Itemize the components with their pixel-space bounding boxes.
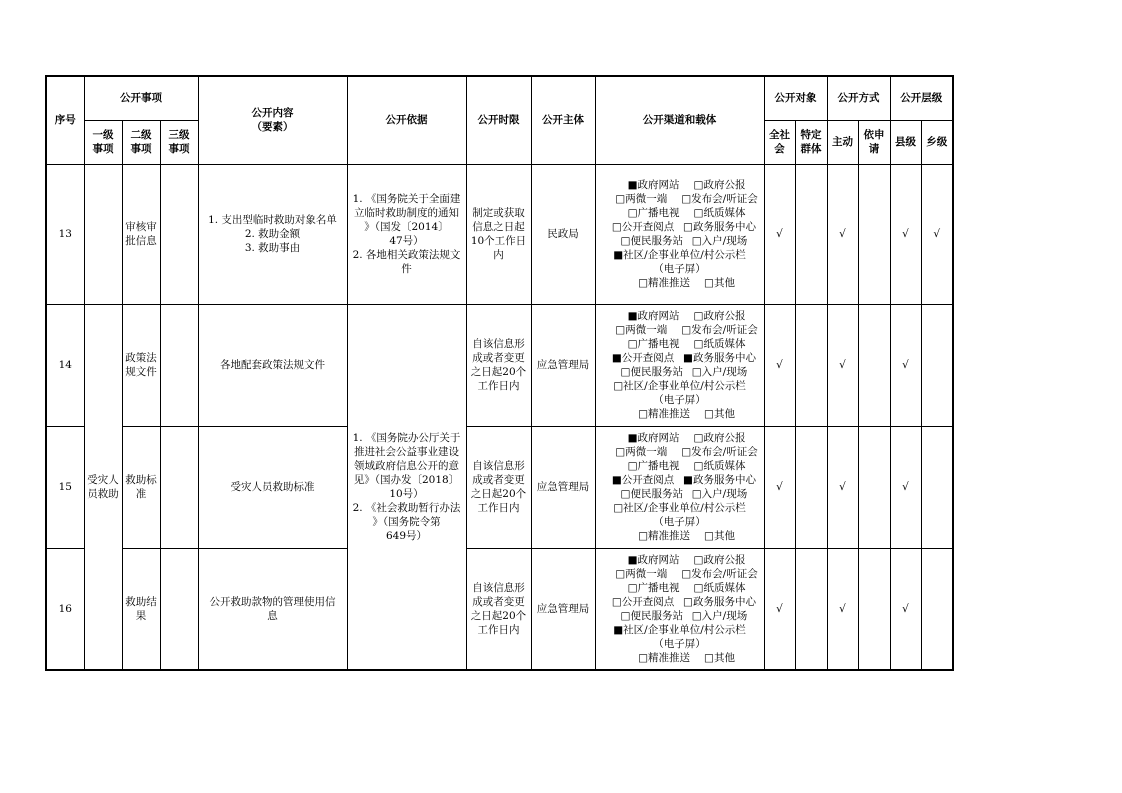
channel-option: ■政府网站 [627,553,680,566]
row-time: 自该信息形 成或者变更 之日起20个 工作日内 [466,548,531,670]
channel-line [596,379,764,393]
channel-option: □入户/现场 [691,488,748,500]
channel-option: □社区/企事业单位/村公示栏 [613,502,746,514]
channel-option: □广播电视 [627,338,680,350]
row-level2: 救助结 果 [122,548,160,670]
channel-line [596,553,764,567]
channel-line [596,234,764,248]
channel-line [596,407,764,421]
row-channels [595,548,764,670]
table-row [46,548,953,670]
channel-option: □两微一端 [615,324,668,336]
row-method-request [858,426,890,548]
row-channels [595,164,764,304]
header-level: 公开层级 [890,76,953,120]
channel-line [596,309,764,323]
channel-line [596,581,764,595]
row-content: 受灾人员救助标准 [198,426,347,548]
channel-option: □两微一端 [615,193,668,205]
channel-line [596,567,764,581]
row-subject: 应急管理局 [531,548,595,670]
header-method-request: 依申 请 [858,120,890,164]
channel-option: □发布会/听证会 [681,567,758,580]
channel-option: □其他 [704,277,735,289]
row-method-active: √ [827,164,858,304]
channel-option: （电子屏） [653,637,706,650]
row-target-specific [795,548,827,670]
row-basis: 1. 《国务院关于全面建 立临时救助制度的通知 》（国发〔2014〕 47号） 2. 各地相关政策法规文 件 [347,164,466,304]
row-subject: 应急管理局 [531,426,595,548]
channel-option: （电子屏） [653,394,706,406]
row-level3 [160,548,198,670]
header-method-active: 主动 [827,120,858,164]
channel-line [596,178,764,192]
row-level3 [160,426,198,548]
channel-option: □发布会/听证会 [681,446,758,458]
channel-option: □广播电视 [627,207,680,219]
row-level2: 审核审 批信息 [122,164,160,304]
row-level2: 救助标 准 [122,426,160,548]
row-target-all: √ [764,548,795,670]
header-channel: 公开渠道和载体 [595,76,764,164]
channel-line [596,248,764,262]
channel-line [596,473,764,487]
channel-option: □便民服务站 [620,488,683,500]
row-subject: 应急管理局 [531,304,595,426]
channel-option: □公开查阅点 [611,595,675,608]
channel-line [596,515,764,529]
row-seq: 15 [46,426,84,548]
channel-option: ■政务服务中心 [683,474,756,486]
channel-option: □政务服务中心 [683,221,756,233]
header-level-township: 乡级 [921,120,953,164]
row-target-all: √ [764,164,795,304]
channel-option: □两微一端 [615,567,668,580]
channel-line [596,487,764,501]
channel-option: □社区/企事业单位/村公示栏 [613,380,746,392]
table-row [46,426,953,548]
row-time: 制定或获取 信息之日起 10个工作日 内 [466,164,531,304]
channel-line [596,206,764,220]
header-level1: 一级 事项 [84,120,122,164]
channel-option: □政务服务中心 [683,595,756,608]
channel-line [596,501,764,515]
channel-option: ■政府网站 [627,310,680,322]
row-target-all: √ [764,426,795,548]
header-method: 公开方式 [827,76,890,120]
row-basis-merged: 1. 《国务院办公厅关于 推进社会公益事业建设 领域政府信息公开的意 见》（国办发〔2018〕 10号） 2. 《社会救助暂行办法 》（国务院令第 649号） [347,304,466,670]
channel-line [596,365,764,379]
disclosure-table [45,75,954,671]
row-level-township [921,304,953,426]
channel-option: ■社区/企事业单位/村公示栏 [613,249,746,261]
row-target-specific [795,426,827,548]
channel-option: □政府公报 [693,310,746,322]
header-level3: 三级 事项 [160,120,198,164]
channel-option: □入户/现场 [691,235,748,247]
row-time: 自该信息形 成或者变更 之日起20个 工作日内 [466,426,531,548]
channel-option: □入户/现场 [691,609,748,622]
channel-line [596,393,764,407]
channel-option: ■公开查阅点 [611,474,675,486]
header-level2: 二级 事项 [122,120,160,164]
channel-line [596,431,764,445]
row-level-township: √ [921,164,953,304]
channel-line [596,351,764,365]
channel-option: □精准推送 [638,408,690,420]
channel-option: □纸质媒体 [693,581,746,594]
channel-option: ■社区/企事业单位/村公示栏 [613,623,746,636]
row-seq: 14 [46,304,84,426]
channel-option: □其他 [704,651,735,664]
row-target-specific [795,304,827,426]
channel-line [596,276,764,290]
channel-option: □纸质媒体 [693,460,746,472]
channel-option: □广播电视 [627,581,680,594]
channel-option: □入户/现场 [691,366,748,378]
channel-line [596,445,764,459]
row-level3 [160,304,198,426]
channel-line [596,459,764,473]
row-method-active: √ [827,426,858,548]
channel-line [596,651,764,665]
channel-option: □政府公报 [693,432,746,444]
row-level-county: √ [890,548,921,670]
row-level-county: √ [890,426,921,548]
channel-line [596,529,764,543]
header-basis: 公开依据 [347,76,466,164]
channel-option: ■公开查阅点 [611,352,675,364]
row-time: 自该信息形 成或者变更 之日起20个 工作日内 [466,304,531,426]
channel-line [596,637,764,651]
channel-option: ■政务服务中心 [683,352,756,364]
row-level-township [921,548,953,670]
row-level3 [160,164,198,304]
channel-line [596,595,764,609]
row-method-active: √ [827,548,858,670]
channel-option: ■政府网站 [627,179,680,191]
channel-line [596,220,764,234]
channel-option: □便民服务站 [620,609,683,622]
channel-option: □纸质媒体 [693,338,746,350]
channel-option: （电子屏） [653,516,706,528]
row-seq: 13 [46,164,84,304]
row-method-request [858,164,890,304]
channel-line [596,337,764,351]
channel-line [596,192,764,206]
channel-option: ■政府网站 [627,432,680,444]
channel-option: □广播电视 [627,460,680,472]
channel-line [596,609,764,623]
header-target-specific: 特定 群体 [795,120,827,164]
channel-line [596,323,764,337]
row-seq: 16 [46,548,84,670]
channel-option: □公开查阅点 [611,221,675,233]
channel-option: □纸质媒体 [693,207,746,219]
row-subject: 民政局 [531,164,595,304]
header-time: 公开时限 [466,76,531,164]
header-level-county: 县级 [890,120,921,164]
row-method-active: √ [827,304,858,426]
table-row [46,304,953,426]
channel-option: □精准推送 [638,277,690,289]
row-level1-merged: 受灾人 员救助 [84,304,122,670]
row-level-county: √ [890,304,921,426]
table-row [46,164,953,304]
header-target-all: 全社 会 [764,120,795,164]
channel-option: □政府公报 [693,179,746,191]
channel-option: □发布会/听证会 [681,193,758,205]
header-subject: 公开主体 [531,76,595,164]
channel-line [596,262,764,276]
header-target: 公开对象 [764,76,827,120]
channel-option: □其他 [704,530,735,542]
channel-option: □精准推送 [638,530,690,542]
channel-option: □政府公报 [693,553,746,566]
row-level2: 政策法 规文件 [122,304,160,426]
row-content: 公开救助款物的管理使用信 息 [198,548,347,670]
channel-option: □其他 [704,408,735,420]
row-content: 1. 支出型临时救助对象名单 2. 救助金额 3. 救助事由 [198,164,347,304]
row-level-county: √ [890,164,921,304]
row-target-all: √ [764,304,795,426]
channel-option: □便民服务站 [620,235,683,247]
channel-option: □便民服务站 [620,366,683,378]
row-method-request [858,548,890,670]
row-method-request [858,304,890,426]
row-content: 各地配套政策法规文件 [198,304,347,426]
row-channels [595,426,764,548]
row-level1 [84,164,122,304]
channel-option: □精准推送 [638,651,690,664]
header-content: 公开内容 （要素） [198,76,347,164]
channel-option: （电子屏） [653,263,706,275]
row-target-specific [795,164,827,304]
channel-line [596,623,764,637]
header-items: 公开事项 [84,76,198,120]
row-level-township [921,426,953,548]
channel-option: □发布会/听证会 [681,324,758,336]
row-channels [595,304,764,426]
channel-option: □两微一端 [615,446,668,458]
header-seq: 序号 [46,76,84,164]
